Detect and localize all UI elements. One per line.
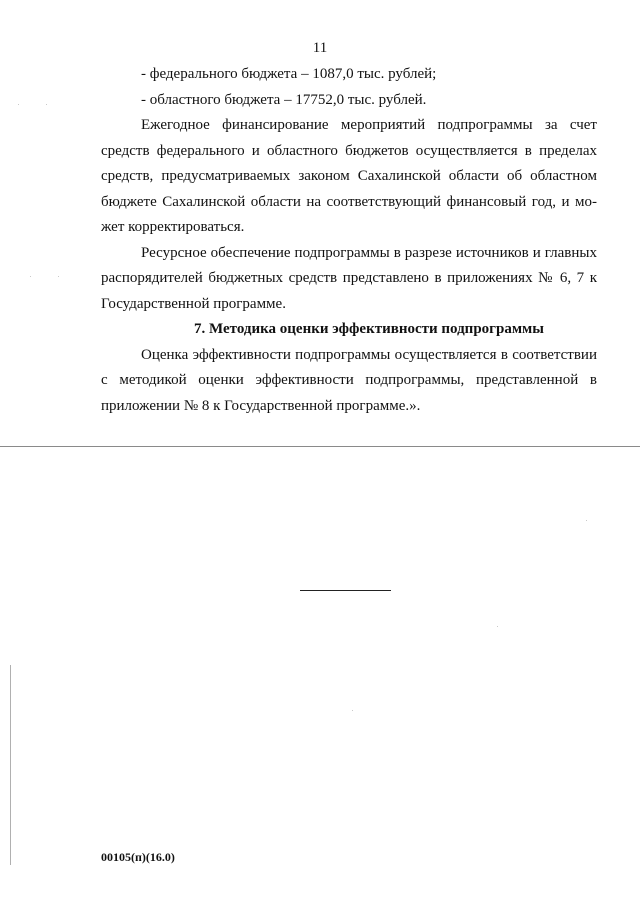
scan-speck [497,626,498,627]
paragraph-line: Ежегодное финансирование мероприятий подпрограммы за счет [141,117,597,133]
scan-speck [586,520,587,521]
paragraph-resources [101,241,597,318]
scan-speck [352,710,353,711]
paragraph-annual-funding [101,113,597,241]
paragraph-line: Государственной программе. [101,295,286,312]
paragraph-line: средств федерального и областного бюджетов осуществляется в пределах [101,142,597,159]
paragraph-line: Ресурсное обеспечение подпрограммы в разрезе источников и главных [141,244,597,261]
scan-margin-line [10,665,11,865]
scan-speck [30,276,31,277]
page-number: 11 [312,40,328,56]
paragraph-methodology [101,343,597,420]
paragraph-line: жет корректироваться. [101,219,245,235]
funding-line-regional: - областного бюджета – 17752,0 тыс. рублей. [141,91,427,108]
end-of-text-rule [300,590,391,591]
paragraph-line: приложении № 8 к Государственной программе.». [101,397,421,414]
document-body [101,62,597,419]
funding-line-federal: - федерального бюджета – 1087,0 тыс. рублей; [141,66,437,82]
document-code: 00105(п)(16.0) [101,850,175,864]
section-heading: 7. Методика оценки эффективности подпрограммы [194,321,544,337]
paragraph-line: Оценка эффективности подпрограммы осуществляется в соответствии [141,346,597,363]
scan-speck [58,276,59,277]
paragraph-line: с методикой оценки эффективности подпрограммы, представленной в [101,372,597,388]
scan-speck [18,104,19,105]
paragraph-line: средств, предусматриваемых законом Сахалинской области об областном [101,168,597,184]
scan-speck [46,104,47,105]
paragraph-line: распорядителей бюджетных средств представлено в приложениях № 6, 7 к [101,270,597,286]
paragraph-line: бюджете Сахалинской области на соответствующий финансовый год, и мо- [101,193,597,210]
page-divider [0,446,640,447]
